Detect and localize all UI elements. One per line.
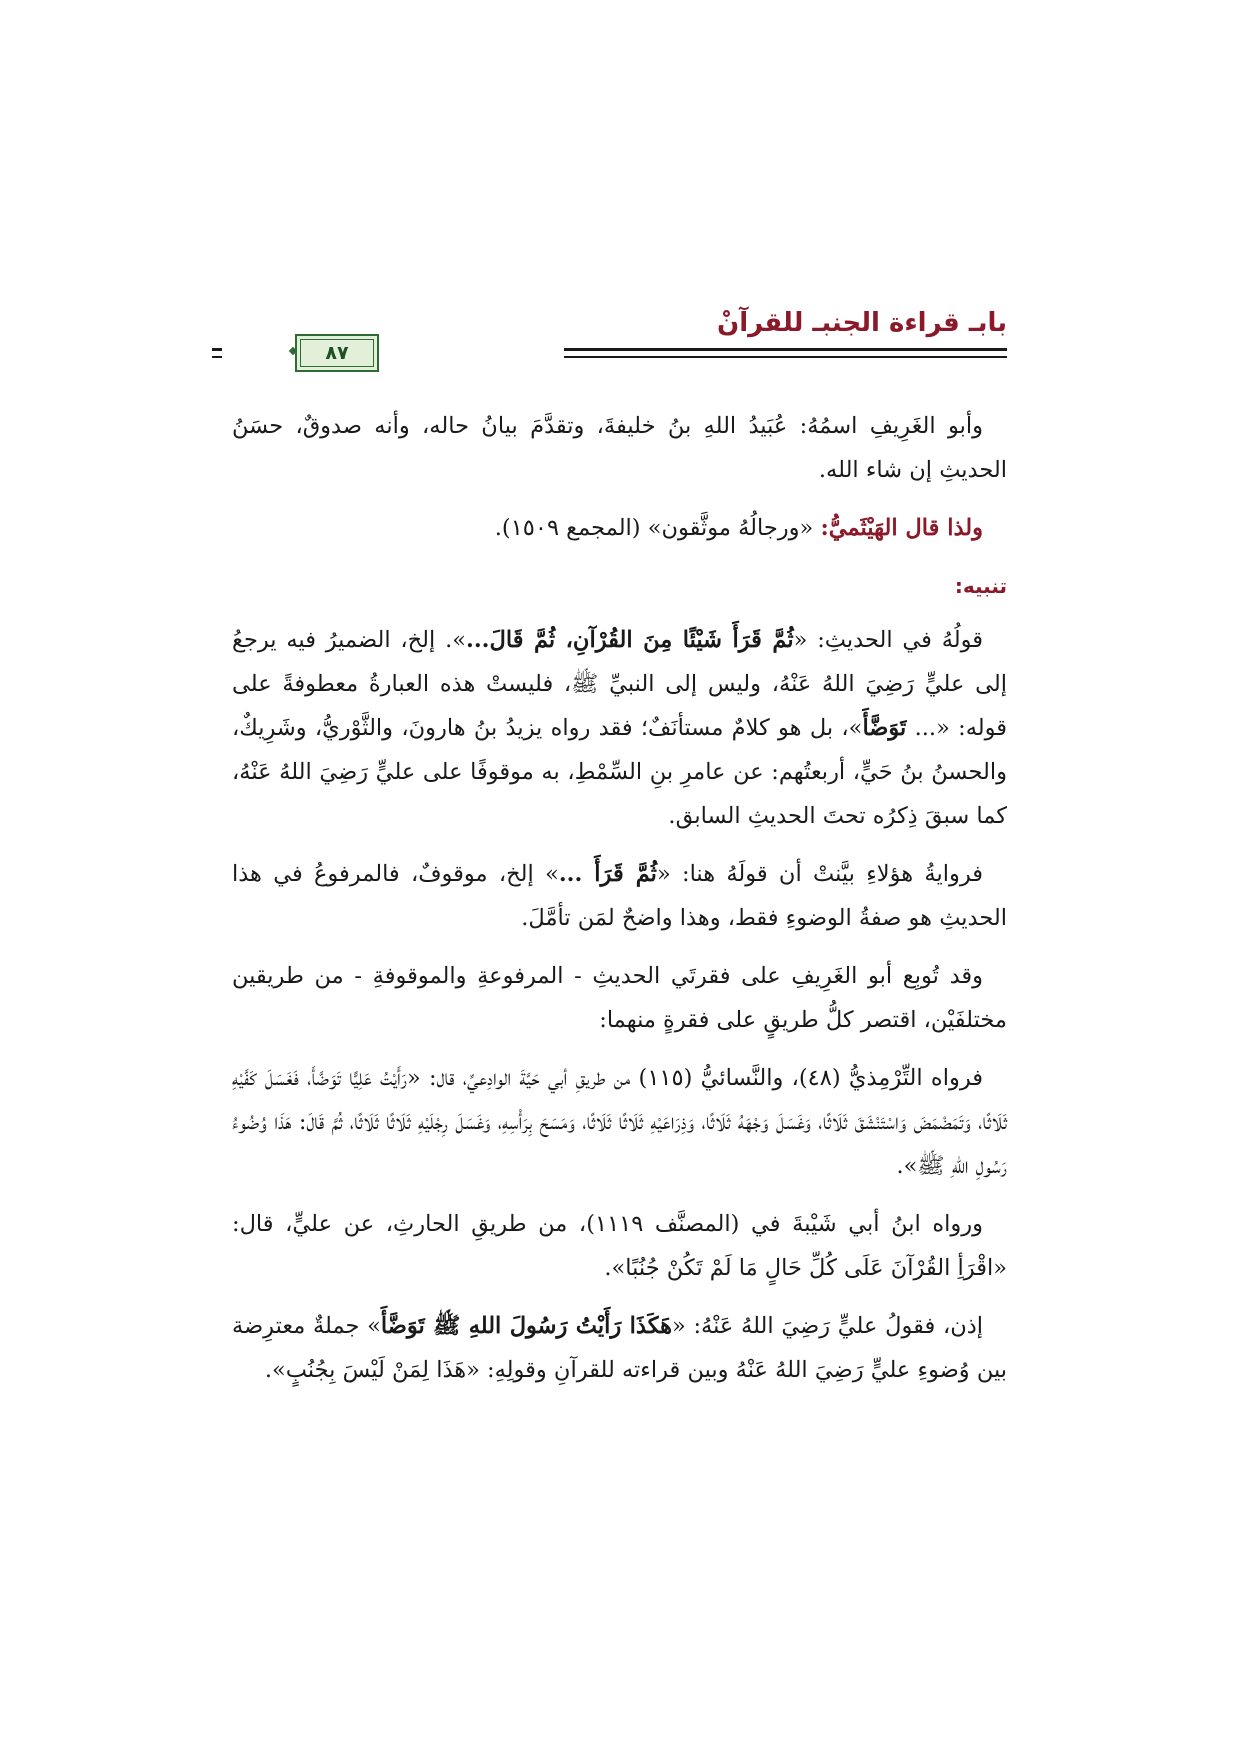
paragraph	[232, 618, 1007, 838]
page-number: ٨٧	[325, 342, 349, 364]
page-number-badge	[295, 334, 379, 372]
text-run: » جملةٌ معترِضة بين وُضوءِ عليٍّ رَضِيَ اللهُ عَنْهُ وبين قراءته للقرآنِ وقولِهِ: «هَذَا لِمَنْ لَيْسَ بِجُنُبٍ».	[232, 1313, 1007, 1383]
page-header	[212, 308, 1007, 378]
paragraph: وأبو الغَرِيفِ اسمُهُ: عُبَيدُ اللهِ بنُ خليفةَ، وتقدَّمَ بيانُ حاله، وأنه صدوقٌ، حسَنُ الحديثِ إن شاء الله.	[232, 413, 1007, 483]
paragraph: فرواه التِّرْمِذيُّ (٤٨)، والنَّسائيُّ (١١٥) من طريقِ أبي حَيَّةَ الوادِعيِّ، قال: «رَأَيْتُ عَلِيًّا تَوَضَّأَ، فَغَسَلَ كَفَّيْهِ ثَلَاثًا، وَتَمَضْمَضَ وَاسْتَنْشَقَ ثَلَاثًا، وَغَسَلَ وَجْهَهُ ثَلَاثًا، وَذِرَاعَيْهِ ثَلَاثًا ثَلَاثًا، وَمَسَحَ بِرَأْسِهِ، وَغَسَلَ رِجْلَيْهِ ثَلَاثًا ثَلَاثًا، ثُمَّ قَالَ: هَذَا وُضُوءُ رَسُولِ اللهِ ﷺ».	[232, 1065, 1007, 1179]
text-run: ». إلخ، الضميرُ فيه يرجعُ إلى عليٍّ رَضِيَ اللهُ عَنْهُ، وليس إلى النبيِّ ﷺ، فليستْ هذه العبارةُ معطوفةً على قوله: «...	[232, 627, 1008, 741]
speaker-label: ولذا قال الهَيْثَميُّ:	[820, 515, 983, 541]
chapter-title: بابـ قراءة الجنبـ للقرآنْ	[717, 308, 1007, 338]
paragraph	[232, 1304, 1007, 1392]
header-rule	[564, 348, 1007, 351]
note-heading: تنبيه:	[954, 574, 1007, 598]
paragraph: وقد تُوبِع أبو الغَرِيفِ على فقرتَي الحديثِ - المرفوعةِ والموقوفةِ - من طريقين مختلفَيْن، اقتصر كلُّ طريقٍ على فقرةٍ منهما:	[232, 963, 1007, 1033]
quoted-text: ثُمَّ قَرَأَ ...	[558, 861, 657, 887]
quoted-text: هَكَذَا رَأَيْتُ رَسُولَ اللهِ ﷺ تَوَضَّأَ	[380, 1313, 672, 1339]
page-body	[232, 404, 1007, 1406]
header-rule	[212, 356, 222, 358]
quoted-text: ثُمَّ قَرَأَ شَيْئًا مِنَ القُرْآنِ، ثُمَّ قَالَ...	[466, 627, 794, 653]
quoted-text: تَوَضَّأَ	[862, 715, 907, 741]
text-run: قولُهُ في الحديثِ: «	[793, 627, 984, 653]
text-run: »، بل هو كلامٌ مستأنَفٌ؛ فقد رواه يزيدُ بنُ هارونَ، والثَّوْريُّ، وشَرِيكٌ، والحسنُ بنُ حَيٍّ، أربعتُهم: عن عامرِ بنِ السِّمْطِ، به موقوفًا على عليٍّ رَضِيَ اللهُ عَنْهُ، كما سبقَ ذِكرُه تحتَ الحديثِ السابق.	[232, 715, 1007, 829]
header-rule	[564, 356, 1007, 358]
text-run: » إلخ، موقوفٌ، فالمرفوعُ في هذا الحديثِ هو صفةُ الوضوءِ فقط، وهذا واضحٌ لمَن تأمَّلَ.	[232, 861, 1007, 931]
paragraph: ورواه ابنُ أبي شَيْبةَ في (المصنَّف ١١١٩)، من طريقِ الحارثِ، عن عليٍّ، قال: «اقْرَأِ القُرْآنَ عَلَى كُلِّ حَالٍ مَا لَمْ تَكُنْ جُنُبًا».	[232, 1211, 1007, 1281]
text-run: إذن، فقولُ عليٍّ رَضِيَ اللهُ عَنْهُ: «	[672, 1313, 983, 1339]
paragraph-text: «ورجالُهُ موثَّقون» (المجمع ١٥٠٩).	[494, 515, 821, 541]
text-run: فروايةُ هؤلاءِ بيَّنتْ أن قولَهُ هنا: «	[656, 861, 983, 887]
paragraph	[232, 852, 1007, 940]
paragraph	[232, 506, 1007, 550]
header-rule	[212, 348, 222, 351]
